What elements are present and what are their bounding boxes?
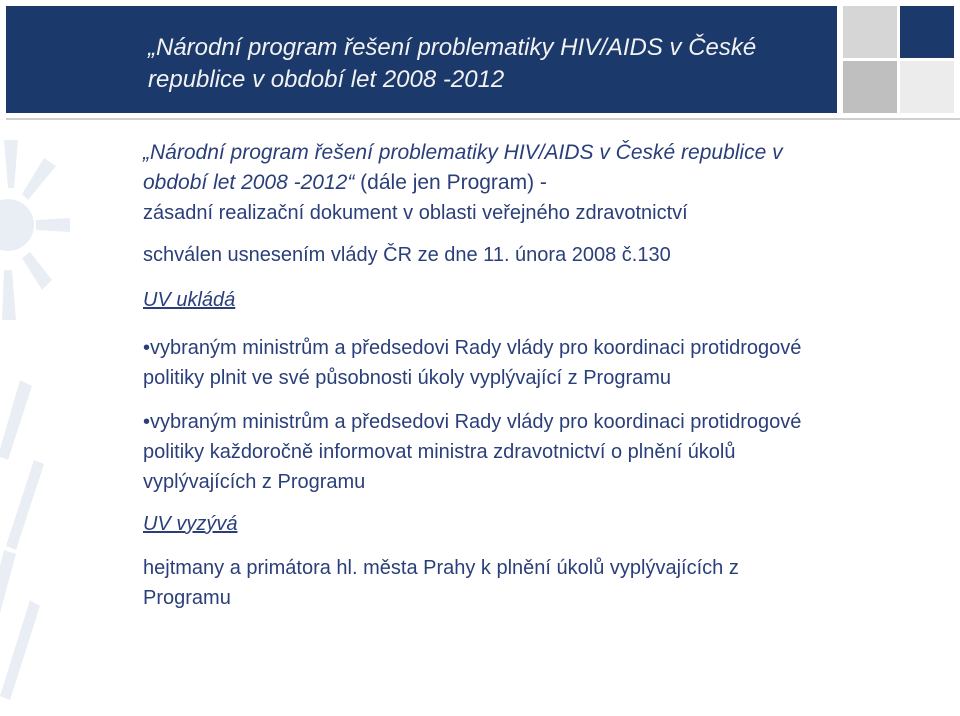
- sun-ray: [4, 140, 18, 188]
- sun-ray: [0, 380, 32, 460]
- slide-content: [143, 138, 823, 613]
- bullet-item: [143, 407, 823, 497]
- program-alias: (dále jen Program) -: [354, 171, 547, 194]
- bullet-text: vybraným ministrům a předsedovi Rady vlády pro koordinaci protidrogové politiky plnit ve své působnosti úkoly vyplývající z Programu: [143, 337, 802, 389]
- approval-line: schválen usnesením vlády ČR ze dne 11. února 2008 č.130: [143, 244, 671, 266]
- bullet-text: vybraným ministrům a předsedovi Rady vlády pro koordinaci protidrogové politiky každoročně informovat ministra zdravotnictví o plnění úkolů vyplývajících z Programu: [143, 411, 802, 493]
- corner-square: [900, 61, 954, 113]
- corner-square: [900, 6, 954, 58]
- sun-ray: [22, 252, 52, 290]
- sun-ray: [2, 270, 16, 320]
- sun-ray: [36, 218, 70, 232]
- sun-ray: [22, 158, 56, 200]
- corner-square: [843, 61, 897, 113]
- divider: [6, 118, 960, 120]
- bullet-dot-icon: •: [143, 337, 151, 359]
- sun-ray: [0, 600, 40, 700]
- header-title: „Národní program řešení problematiky HIV/AIDS v České republice v období let 2008 -2012: [148, 34, 757, 93]
- header-bar: [6, 6, 837, 113]
- corner-square: [843, 6, 897, 58]
- program-title: „Národní program řešení problematiky HIV/AIDS v České republice v období let 2008 -2012“: [143, 141, 783, 194]
- sun-ray: [0, 550, 16, 650]
- closing-paragraph: hejtmany a primátora hl. města Prahy k plnění úkolů vyplývajících z Programu: [143, 557, 739, 609]
- section-heading-vyzyva: UV vyzývá: [143, 513, 238, 535]
- bullet-item: [143, 333, 823, 393]
- sun-core: [0, 199, 34, 251]
- section-heading-uklada: UV ukládá: [143, 289, 236, 311]
- corner-squares-decoration: [840, 6, 960, 113]
- sun-ray: [6, 460, 44, 550]
- intro-paragraph: [143, 138, 823, 198]
- sun-decoration-icon: [0, 130, 80, 716]
- bullet-dot-icon: •: [143, 411, 151, 433]
- program-description: zásadní realizační dokument v oblasti veřejného zdravotnictví: [143, 202, 688, 224]
